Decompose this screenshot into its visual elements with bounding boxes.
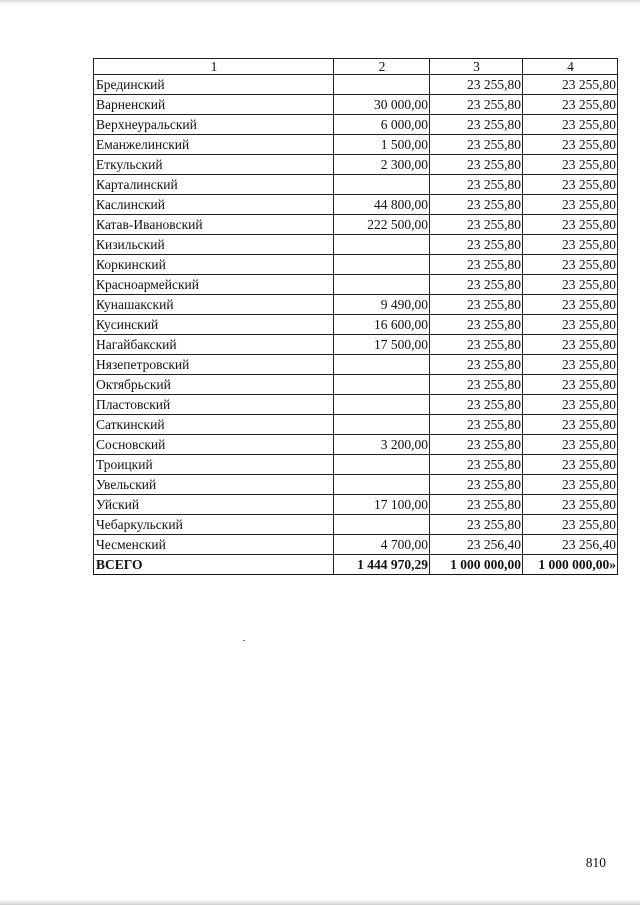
amount-cell: 23 255,80: [523, 75, 618, 95]
column-header: 3: [430, 59, 523, 75]
district-name-cell: Каслинский: [94, 195, 334, 215]
amount-cell: 23 256,40: [523, 535, 618, 555]
amount-cell: 23 255,80: [430, 195, 523, 215]
amount-cell: 23 255,80: [523, 295, 618, 315]
amount-cell: [334, 395, 430, 415]
amount-cell: 23 255,80: [430, 215, 523, 235]
amount-cell: 23 255,80: [430, 135, 523, 155]
table-row: [94, 435, 618, 455]
amount-cell: 17 100,00: [334, 495, 430, 515]
table-body: [94, 75, 618, 555]
district-name-cell: Октябрьский: [94, 375, 334, 395]
amount-cell: 23 255,80: [430, 255, 523, 275]
district-name-cell: Еткульский: [94, 155, 334, 175]
table-row: [94, 235, 618, 255]
district-name-cell: Еманжелинский: [94, 135, 334, 155]
total-label: ВСЕГО: [94, 555, 334, 575]
amount-cell: 23 255,80: [523, 115, 618, 135]
table-row: [94, 295, 618, 315]
column-header: 1: [94, 59, 334, 75]
table-row: [94, 215, 618, 235]
table-row: [94, 335, 618, 355]
amount-cell: 23 255,80: [430, 395, 523, 415]
district-name-cell: Чебаркульский: [94, 515, 334, 535]
table-row: [94, 255, 618, 275]
district-name-cell: Варненский: [94, 95, 334, 115]
allocation-table: [93, 58, 618, 575]
amount-cell: 23 255,80: [523, 495, 618, 515]
amount-cell: 23 255,80: [523, 255, 618, 275]
amount-cell: 23 255,80: [523, 475, 618, 495]
amount-cell: [334, 455, 430, 475]
amount-cell: [334, 235, 430, 255]
amount-cell: 23 255,80: [430, 455, 523, 475]
amount-cell: 23 255,80: [523, 135, 618, 155]
amount-cell: 23 255,80: [523, 335, 618, 355]
amount-cell: 23 255,80: [430, 335, 523, 355]
amount-cell: 6 000,00: [334, 115, 430, 135]
amount-cell: 1 500,00: [334, 135, 430, 155]
amount-cell: [334, 415, 430, 435]
amount-cell: 23 255,80: [523, 315, 618, 335]
district-name-cell: Верхнеуральский: [94, 115, 334, 135]
amount-cell: 23 255,80: [430, 295, 523, 315]
total-value: 1 000 000,00»: [523, 555, 618, 575]
scan-top-edge: [0, 0, 640, 4]
amount-cell: 44 800,00: [334, 195, 430, 215]
amount-cell: [334, 515, 430, 535]
amount-cell: 23 255,80: [430, 515, 523, 535]
table-row: [94, 515, 618, 535]
page-number: 810: [585, 855, 606, 870]
amount-cell: 3 200,00: [334, 435, 430, 455]
amount-cell: 23 255,80: [523, 155, 618, 175]
table-row: [94, 415, 618, 435]
amount-cell: 23 255,80: [523, 515, 618, 535]
amount-cell: [334, 255, 430, 275]
column-header: 2: [334, 59, 430, 75]
amount-cell: 23 255,80: [523, 215, 618, 235]
amount-cell: [334, 175, 430, 195]
total-row: [94, 555, 618, 575]
total-value: 1 444 970,29: [334, 555, 430, 575]
amount-cell: [334, 275, 430, 295]
amount-cell: 23 255,80: [430, 475, 523, 495]
scan-bottom-edge: [0, 900, 640, 905]
amount-cell: 23 255,80: [523, 95, 618, 115]
district-name-cell: Карталинский: [94, 175, 334, 195]
amount-cell: 23 255,80: [523, 435, 618, 455]
table-row: [94, 155, 618, 175]
amount-cell: 23 255,80: [523, 415, 618, 435]
table-row: [94, 275, 618, 295]
district-name-cell: Сосновский: [94, 435, 334, 455]
district-name-cell: Катав-Ивановский: [94, 215, 334, 235]
amount-cell: 23 255,80: [523, 455, 618, 475]
amount-cell: 222 500,00: [334, 215, 430, 235]
amount-cell: 23 255,80: [430, 435, 523, 455]
amount-cell: 17 500,00: [334, 335, 430, 355]
table-row: [94, 355, 618, 375]
table-row: [94, 195, 618, 215]
district-name-cell: Кунашакский: [94, 295, 334, 315]
amount-cell: 30 000,00: [334, 95, 430, 115]
table-row: [94, 455, 618, 475]
amount-cell: [334, 375, 430, 395]
table-row: [94, 375, 618, 395]
district-name-cell: Саткинский: [94, 415, 334, 435]
amount-cell: [334, 355, 430, 375]
amount-cell: 23 255,80: [523, 375, 618, 395]
district-name-cell: Кусинский: [94, 315, 334, 335]
scan-speck: [243, 640, 245, 641]
table-row: [94, 535, 618, 555]
amount-cell: [334, 475, 430, 495]
amount-cell: 23 255,80: [430, 75, 523, 95]
amount-cell: 23 255,80: [523, 395, 618, 415]
amount-cell: 23 255,80: [523, 275, 618, 295]
amount-cell: 23 255,80: [430, 155, 523, 175]
amount-cell: 23 255,80: [430, 95, 523, 115]
amount-cell: 23 255,80: [430, 495, 523, 515]
table-row: [94, 75, 618, 95]
amount-cell: 23 256,40: [430, 535, 523, 555]
column-number-row: [94, 59, 618, 75]
amount-cell: 23 255,80: [430, 415, 523, 435]
amount-cell: 23 255,80: [523, 195, 618, 215]
amount-cell: 23 255,80: [523, 355, 618, 375]
amount-cell: 23 255,80: [430, 115, 523, 135]
district-name-cell: Пластовский: [94, 395, 334, 415]
district-name-cell: Троицкий: [94, 455, 334, 475]
amount-cell: 23 255,80: [430, 175, 523, 195]
amount-cell: 23 255,80: [430, 315, 523, 335]
amount-cell: 23 255,80: [523, 175, 618, 195]
amount-cell: 2 300,00: [334, 155, 430, 175]
district-name-cell: Кизильский: [94, 235, 334, 255]
district-name-cell: Нагайбакский: [94, 335, 334, 355]
total-value: 1 000 000,00: [430, 555, 523, 575]
amount-cell: 16 600,00: [334, 315, 430, 335]
amount-cell: [334, 75, 430, 95]
district-name-cell: Коркинский: [94, 255, 334, 275]
amount-cell: 23 255,80: [430, 355, 523, 375]
table-row: [94, 135, 618, 155]
district-name-cell: Увельский: [94, 475, 334, 495]
district-name-cell: Брединский: [94, 75, 334, 95]
table-row: [94, 95, 618, 115]
amount-cell: 23 255,80: [430, 235, 523, 255]
amount-cell: 23 255,80: [430, 275, 523, 295]
column-header: 4: [523, 59, 618, 75]
amount-cell: 4 700,00: [334, 535, 430, 555]
district-name-cell: Уйский: [94, 495, 334, 515]
table-row: [94, 475, 618, 495]
amount-cell: 9 490,00: [334, 295, 430, 315]
district-name-cell: Нязепетровский: [94, 355, 334, 375]
district-name-cell: Красноармейский: [94, 275, 334, 295]
table-row: [94, 395, 618, 415]
table-row: [94, 115, 618, 135]
table-row: [94, 175, 618, 195]
table-row: [94, 315, 618, 335]
amount-cell: 23 255,80: [523, 235, 618, 255]
district-name-cell: Чесменский: [94, 535, 334, 555]
amount-cell: 23 255,80: [430, 375, 523, 395]
table-row: [94, 495, 618, 515]
